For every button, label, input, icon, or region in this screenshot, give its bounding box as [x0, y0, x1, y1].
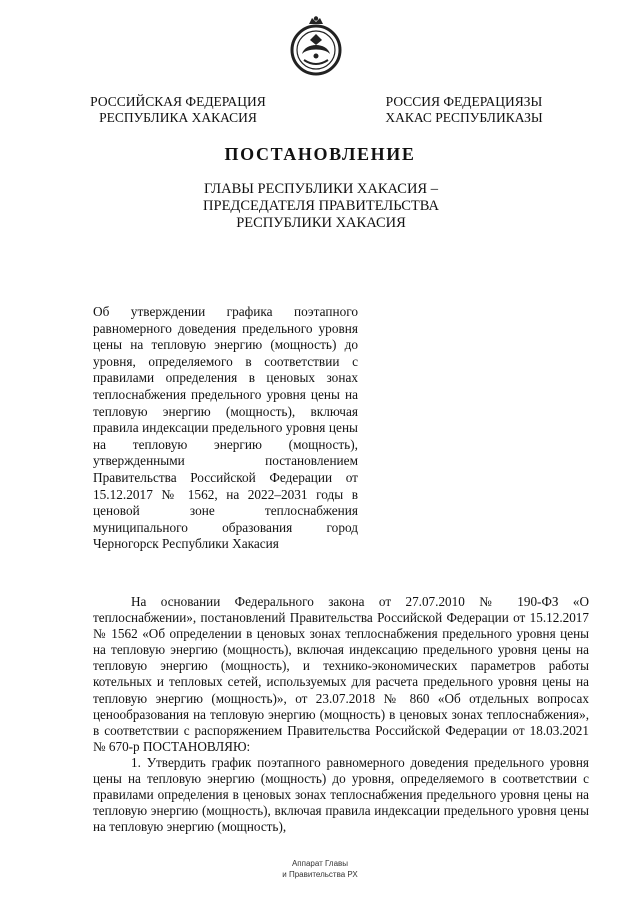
registration-stamp: [270, 858, 370, 880]
header-left-line2: РЕСПУБЛИКА ХАКАСИЯ: [99, 110, 257, 125]
coat-of-arms-icon: [288, 14, 344, 78]
document-subtitle: [140, 181, 502, 232]
preamble-paragraph: На основании Федерального закона от 27.07.2010 № 190-ФЗ «О теплоснабжении», постановлений Правительства Российской Федерации от 15.12.2017 № 1562 «Об определении в ценовых зонах теплоснабжения предельного уровня цены на тепловую энергию (мощность), включая индексацию предельного уровня цены на тепловую энергию (мощность), и технико-экономических параметров работы котельных и тепловых сетей, используемых для расчета предельного уровня цены на тепловую энергию (мощность)», от 23.07.2018 № 860 «Об отдельных вопросах ценообразования на тепловую энергию (мощность) в ценовых зонах теплоснабжения», в соответствии с распоряжением Правительства Российской Федерации от 18.03.2021 № 670-р ПОСТАНОВЛЯЮ:: [93, 594, 589, 754]
header-right-line1: РОССИЯ ФЕДЕРАЦИЯЗЫ: [385, 94, 543, 109]
subtitle-line3: РЕСПУБЛИКИ ХАКАСИЯ: [236, 215, 406, 231]
subtitle-line1: ГЛАВЫ РЕСПУБЛИКИ ХАКАСИЯ –: [204, 181, 438, 197]
document-subject: Об утверждении графика поэтапного равномерного доведения предельного уровня цены на тепловую энергию (мощность) до уровня, определяемого в соответствии с правилами определения в ценовых зонах теплоснабжения предельного уровня цены на тепловую энергию (мощность), включая правила индексации предельного уровня цены на тепловую энергию (мощность), утвержденными постановлением Правительства Российской Федерации от 15.12.2017 № 1562, на 2022–2031 годы в ценовой зоне теплоснабжения муниципального образования город Черногорск Республики Хакасия: [93, 304, 358, 552]
header-left-line1: РОССИЙСКАЯ ФЕДЕРАЦИЯ: [90, 94, 266, 109]
subtitle-line2: ПРЕДСЕДАТЕЛЯ ПРАВИТЕЛЬСТВА: [203, 198, 439, 214]
document-title: ПОСТАНОВЛЕНИЕ: [224, 144, 416, 164]
header-right: [368, 94, 560, 126]
stamp-line1: Аппарат Главы: [291, 859, 349, 868]
stamp-line2: и Правительства РХ: [282, 870, 358, 879]
item-1-paragraph: 1. Утвердить график поэтапного равномерного доведения предельного уровня цены на тепловую энергию (мощность) до уровня, определяемого в соответствии с правилами определения в ценовых зонах теплоснабжения предельного уровня цены на тепловую энергию (мощность), включая правила индексации предельного уровня цены на тепловую энергию (мощность),: [93, 754, 589, 835]
document-body: [93, 594, 589, 835]
header-right-line2: ХАКАС РЕСПУБЛИКАЗЫ: [385, 110, 543, 125]
header-left: [82, 94, 274, 126]
